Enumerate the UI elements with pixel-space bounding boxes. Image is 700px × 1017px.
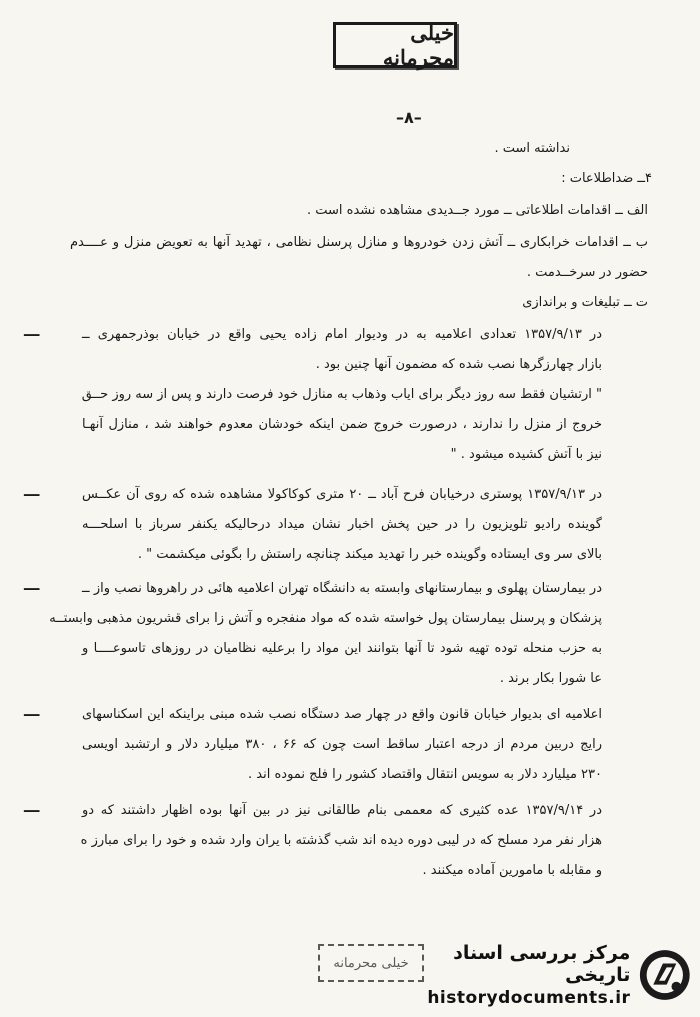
classification-stamp-bottom: خیلی محرمانه <box>318 944 424 982</box>
text-line: در ۱۳۵۷/۹/۱۴ عده کثیری که معممی بنام طالقانی نیز در بین آنها بوده اظهار داشتند که دو <box>82 803 603 818</box>
watermark[interactable] <box>392 942 692 1008</box>
text-line: الف ــ اقدامات اطلاعاتی ــ مورد جــدیدی مشاهده نشده است . <box>306 203 648 218</box>
quote-line: خروج از منزل را ندارند ، درصورت خروج ضمن اینکه خودشان معدوم خواهند شد ، منازل آنهـا <box>82 417 602 432</box>
subsection-heading: ت ــ تبلیغات و براندازی <box>522 295 648 310</box>
text-line: پزشکان و پرسنل بیمارستان پول خواسته شده که مواد منفجره و آتش زا برای قشریون مذهبی وابستــه <box>49 611 602 626</box>
text-line: ۲۳۰ میلیارد دلار به سویس انتقال واقتصاد کشور را فلج نموده اند . <box>248 767 602 782</box>
list-dash: ـــ <box>24 702 40 720</box>
watermark-title: مرکز بررسی اسناد تاریخی <box>453 942 631 986</box>
list-dash: ـــ <box>24 798 40 816</box>
text-line: به حزب منحله توده تهیه شود تا آنها بتوانند این مواد را برعلیه نظامیان در روزهای تاسوعــــا و <box>82 641 602 656</box>
text-line: در بیمارستان پهلوی و بیمارستانهای وابسته به دانشگاه تهران اعلامیه هائی در راهروها نصب واز ــ <box>82 581 602 596</box>
history-documents-logo-icon <box>638 947 692 1003</box>
text-line: حضور در سرخــدمت . <box>526 265 648 280</box>
list-dash: ـــ <box>24 482 40 500</box>
watermark-url[interactable]: historydocuments.ir <box>427 988 631 1008</box>
list-dash: ـــ <box>24 322 40 340</box>
text-line: و مقابله با مامورین آماده میکنند . <box>422 863 602 878</box>
quote-line: نیز با آتش کشیده میشود . " <box>450 447 602 462</box>
list-dash: ـــ <box>24 576 40 594</box>
text-line: رایج دربین مردم از درجه اعتبار ساقط است چون که ۶۶ ، ۳۸۰ میلیارد دلار و ارتشبد اویسی <box>82 737 602 752</box>
text-line: در ۱۳۵۷/۹/۱۳ تعدادی اعلامیه به در ودیوار امام زاده یحیی واقع در خیابان بوذرجمهری ــ <box>82 327 602 342</box>
page-number: –۸– <box>396 108 422 127</box>
text-line: در ۱۳۵۷/۹/۱۳ پوستری درخیابان فرح آباد ــ ۲۰ متری کوکاکولا مشاهده شده که روی آن عکــس <box>82 487 603 502</box>
text-line: اعلامیه ای بدیوار خیابان قانون واقع در چهار صد دستگاه نصب شده مبنی براینکه این اسکناسهای <box>82 707 602 722</box>
text-line: بازار چهارزگرها نصب شده که مضمون آنها چنین بود . <box>315 357 602 372</box>
quote-line: " ارتشیان فقط سه روز دیگر برای ایاب وذهاب به منازل خود فرصت دارند و پس از سه روز حــق <box>81 387 602 402</box>
text-line: نداشته است . <box>494 141 570 156</box>
text-line: هزار نفر مرد مسلح که در لیبی دوره دیده اند شب گذشته با یران وارد شده و خود را برای مبارز ه <box>80 833 602 848</box>
classification-stamp: خیلی محرمانه <box>333 22 457 68</box>
text-line: ب ــ اقدامات خرابکاری ــ آتش زدن خودروها و منازل پرسنل نظامی ، تهدید آنها به تعویض منزل و عــــدم <box>70 235 648 250</box>
text-line: گوینده رادیو تلویزیون را در حین پخش اخبار نشان میداد درحالیکه یکنفر سرباز با اسلحـــه <box>82 517 602 532</box>
text-line: عا شورا بکار برند . <box>499 671 602 686</box>
section-heading: ۴ــ ضداطلاعات : <box>561 171 652 186</box>
text-line: بالای سر وی ایستاده وگوینده خبر را تهدید میکند چنانچه راستش را بگوئی میکشمت " . <box>137 547 602 562</box>
